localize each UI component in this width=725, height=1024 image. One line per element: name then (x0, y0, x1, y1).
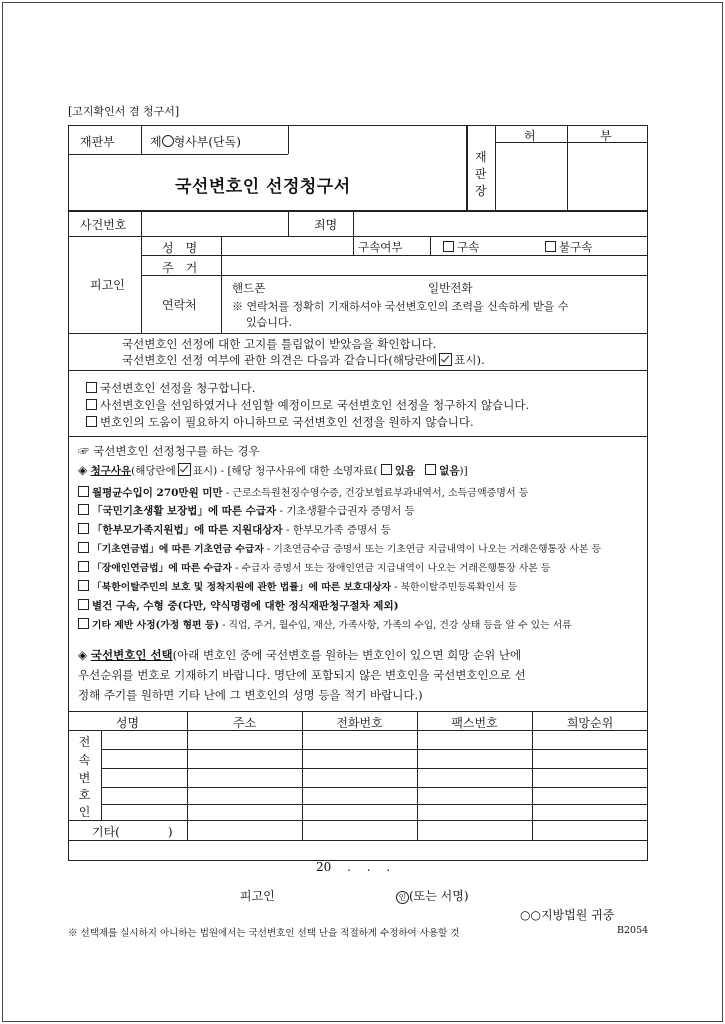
col-header-phone: 전화번호 (336, 716, 383, 730)
checkbox-icon (78, 580, 89, 591)
not-detained-checkbox[interactable]: 불구속 (545, 239, 592, 255)
circle-blank-icon (162, 135, 174, 147)
date-line: 20 . . . (316, 860, 391, 874)
reasons-title: ◈ 청구사유(해당란에 표시) - [해당 청구사유에 대한 소명자료( 있음 없음)] (78, 463, 468, 477)
usage-note: ※ 선택제를 실시하지 아니하는 법원에서는 국선변호인 선택 난을 적절하게 수정하여 사용할 것 (68, 928, 460, 939)
side-label-char: 인 (78, 805, 91, 819)
court-addressee: ○○지방법원 귀중 (520, 908, 615, 922)
checkbox-icon (86, 399, 97, 410)
document-type-label: [고지확인서 겸 청구서] (68, 105, 180, 118)
checkbox-icon (78, 542, 89, 553)
contact-note-line2: 있습니다. (246, 316, 293, 329)
evidence-yes-checkbox[interactable] (381, 464, 392, 475)
checkmark-box-icon (178, 463, 191, 476)
checkbox-icon (78, 561, 89, 572)
title-box (68, 125, 467, 211)
contact-label: 연락처 (162, 298, 197, 312)
col-header-name: 성명 (115, 716, 140, 730)
checkbox-icon (78, 504, 89, 515)
reason-item[interactable]: 「국민기초생활 보장법」에 따른 수급자 - 기초생활수급권자 증명서 등 (78, 503, 415, 518)
seal-icon: 인 (396, 891, 409, 904)
lawyer-select-line1: ◈ 국선변호인 선택(아래 변호인 중에 국선변호를 원하는 변호인이 있으면 희망 순위 난에 (78, 648, 522, 662)
charge-label: 죄명 (314, 218, 338, 232)
checkbox-icon (545, 241, 556, 252)
checkbox-icon (86, 416, 97, 427)
side-label-char: 호 (78, 788, 91, 802)
checkmark-box-icon (439, 353, 452, 366)
reason-item[interactable]: 기타 제반 사정(가정 형편 등) - 직업, 주거, 월수입, 재산, 가족사항, 가족의 수입, 건강 상태 등을 알 수 있는 서류 (78, 617, 572, 631)
option-no-lawyer[interactable]: 변호인의 도움이 필요하지 아니하므로 국선변호인 선정을 원하지 않습니다. (86, 414, 474, 430)
court-dept-label: 재판부 (80, 135, 115, 149)
col-header-address: 주소 (232, 716, 257, 730)
seal-sign-field[interactable]: 인 (또는 서명) (396, 887, 469, 904)
diamond-bullet-icon: ◈ (78, 463, 88, 477)
reason-item[interactable]: 월평균수입이 270만원 미만 - 근로소득원천징수영수증, 건강보험료부과내역서, 소득금액증명서 등 (78, 484, 528, 500)
reason-item[interactable]: 「한부모가족지원법」에 따른 지원대상자 - 한부모가족 증명서 등 (78, 522, 391, 537)
form-code: B2054 (617, 925, 649, 936)
phone-label: 일반전화 (428, 281, 473, 295)
detention-label: 구속여부 (358, 240, 403, 254)
defendant-label: 피고인 (90, 278, 125, 292)
judge-label-3: 장 (475, 184, 487, 198)
lawyer-select-line2: 우선순위를 번호로 기재하기 바랍니다. 명단에 포함되지 않은 변호인을 국선변호인으로 선 (78, 668, 526, 682)
reasons-header: ☞ 국선변호인 선정청구를 하는 경우 (78, 444, 260, 458)
detained-checkbox[interactable]: 구속 (443, 239, 479, 255)
contact-note-line1: ※ 연락처를 정확히 기재하셔야 국선변호인의 조력을 신속하게 받을 수 (232, 300, 569, 313)
confirm-line1: 국선변호인 선정에 대한 고지를 틀림없이 받았음을 확인합니다. (122, 337, 437, 351)
checkbox-icon (86, 382, 97, 393)
case-number-label: 사건번호 (80, 218, 127, 232)
reason-item[interactable]: 별건 구속, 수형 중(다만, 약식명령에 대한 정식재판청구절차 제외) (78, 598, 399, 613)
reason-item[interactable]: 「기초연금법」에 따른 기초연금 수급자 - 기초연금수급 증명서 또는 기초연금 지급내역이 나오는 거래은행통장 사본 등 (78, 541, 601, 555)
reason-item[interactable]: 「장애인연금법」에 따른 수급자 - 수급자 증명서 또는 장애인연금 지급내역이 나오는 거래은행통장 사본 등 (78, 560, 550, 574)
mobile-label: 핸드폰 (232, 281, 266, 295)
form-title: 국선변호인 선정청구서 (175, 177, 351, 197)
option-request[interactable]: 국선변호인 선정을 청구합니다. (86, 380, 255, 396)
signer-label: 피고인 (240, 889, 275, 903)
option-private-lawyer[interactable]: 사선변호인을 선임하였거나 선임할 예정이므로 국선변호인 선정을 청구하지 않습니다. (86, 397, 529, 413)
checkbox-icon (78, 618, 89, 629)
court-dept-value: 제 형사부(단독) (150, 135, 241, 149)
lawyer-select-line3: 정해 주기를 원하면 기타 난에 그 변호인의 성명 등을 적기 바랍니다.) (78, 688, 423, 702)
grant-label: 허 (524, 129, 536, 143)
checkbox-icon (78, 599, 89, 610)
other-lawyer-label: 기타( ) (92, 825, 173, 839)
name-label: 성 명 (162, 241, 198, 255)
diamond-bullet-icon: ◈ (78, 648, 88, 662)
col-header-fax: 팩스번호 (451, 716, 498, 730)
evidence-no-checkbox[interactable] (425, 464, 436, 475)
confirm-line2: 국선변호인 선정 여부에 관한 의견은 다음과 같습니다(해당란에 표시). (122, 353, 485, 367)
judge-label-2: 판 (475, 167, 487, 181)
checkbox-icon (443, 241, 454, 252)
reason-item[interactable]: 「북한이탈주민의 보호 및 정착지원에 관한 법률」에 따른 보호대상자 - 북한이탈주민등록확인서 등 (78, 579, 517, 593)
address-label: 주 거 (162, 261, 198, 275)
checkbox-icon (78, 486, 89, 497)
side-label-char: 속 (78, 753, 91, 767)
checkbox-icon (78, 523, 89, 534)
col-header-priority: 희망순위 (566, 716, 614, 730)
deny-label: 부 (600, 129, 612, 143)
judge-label-1: 재 (475, 150, 487, 164)
side-label-char: 변 (78, 771, 91, 785)
side-label-char: 전 (78, 735, 91, 749)
